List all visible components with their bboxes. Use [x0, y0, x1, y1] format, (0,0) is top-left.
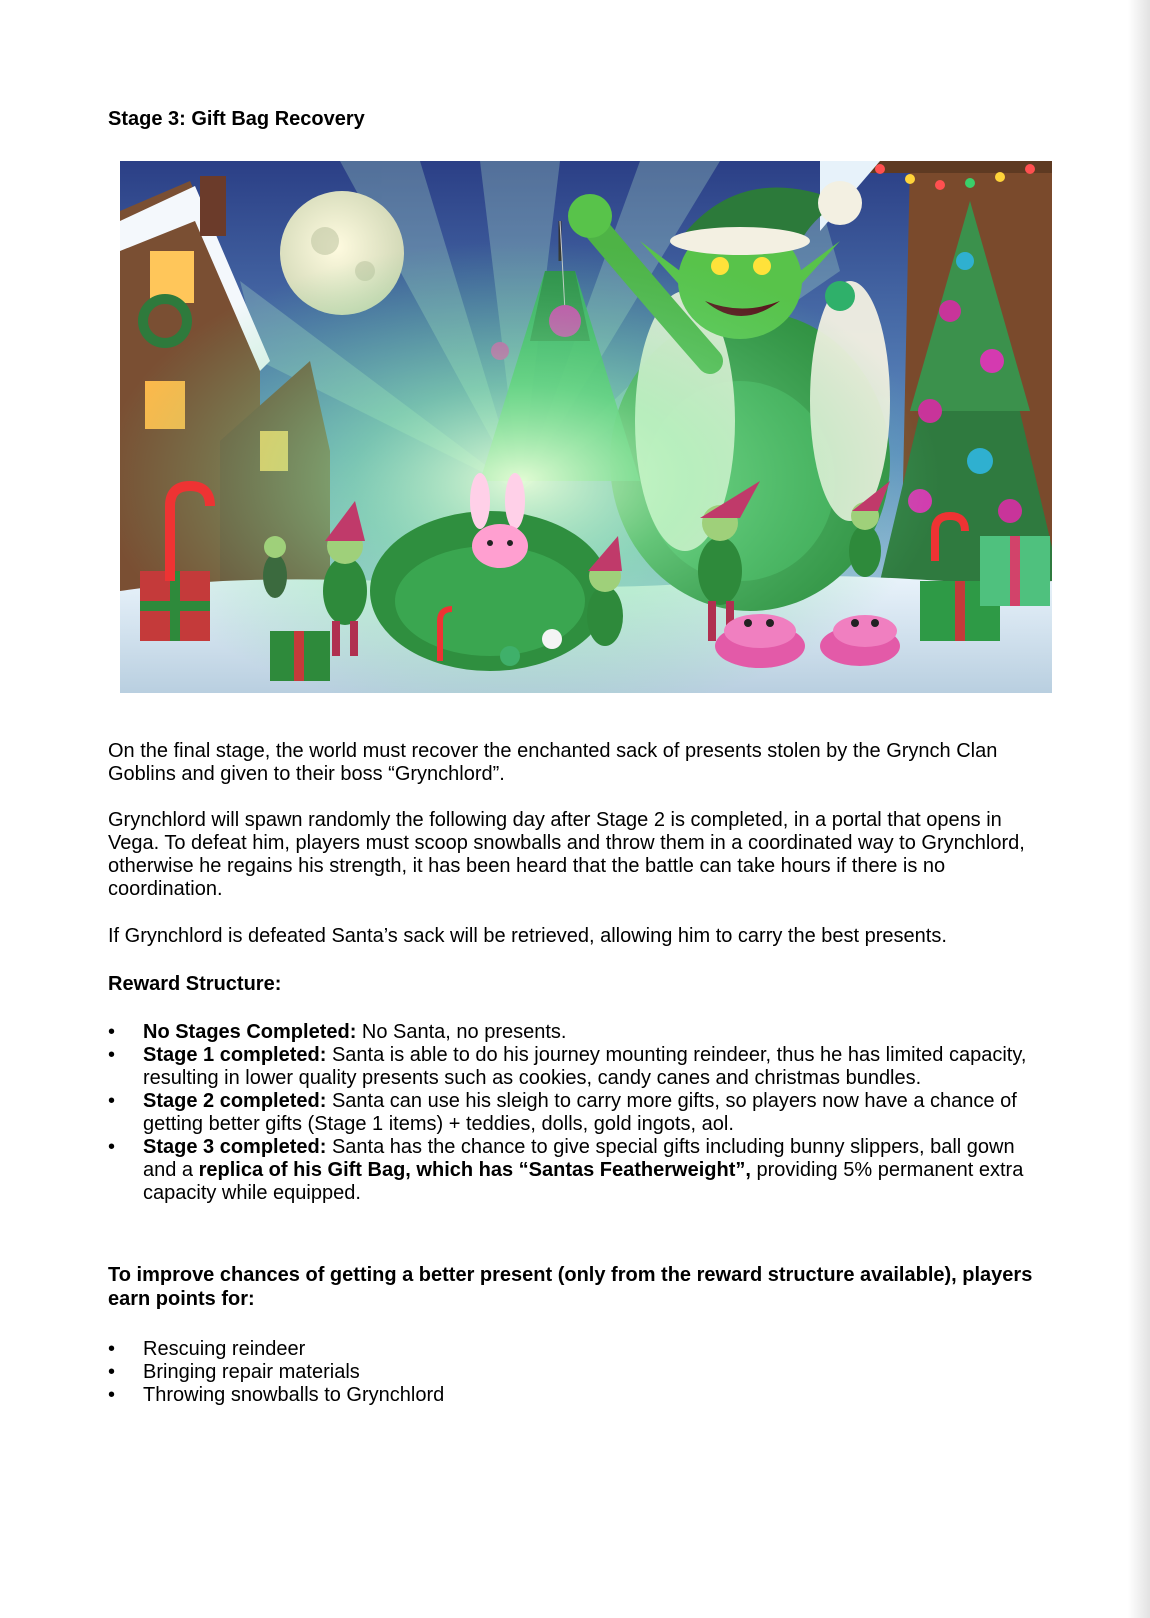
list-item-text: Rescuing reindeer [143, 1338, 306, 1360]
list-item [108, 1384, 1038, 1407]
list-item-label: Stage 3 completed: [143, 1136, 327, 1158]
spawn-paragraph: Grynchlord will spawn randomly the following day after Stage 2 is completed, in a portal that opens in Vega. To defeat him, players must scoop snowballs and throw them in a coordinated way to Grynchlord, otherwise he regains his strength, it has been heard that the battle can take hours if there is no coordination. [108, 809, 1025, 900]
bullet-icon: • [108, 1021, 116, 1043]
list-item-text: Santa can use his sleigh to carry more gifts, so players now have a chance of getting better gifts (Stage 1 items) + teddies, dolls, gold ingots, aol. [143, 1090, 1017, 1135]
list-item [108, 1021, 1038, 1044]
list-item [108, 1090, 1038, 1136]
list-item-emphasis: replica of his Gift Bag, which has “Santas Featherweight”, [198, 1159, 751, 1181]
list-item [108, 1044, 1038, 1090]
list-item [108, 1136, 1038, 1205]
bullet-icon: • [108, 1361, 116, 1383]
reward-list [108, 1021, 1038, 1205]
list-item-label: Stage 1 completed: [143, 1044, 327, 1066]
list-item-text: Santa has the chance to give special gifts including bunny slippers, ball gown and a [143, 1136, 1015, 1181]
list-item-text: No Santa, no presents. [356, 1021, 567, 1043]
list-item-text: Santa is able to do his journey mounting reindeer, thus he has limited capacity, resulting in lower quality presents such as cookies, candy canes and christmas bundles. [143, 1044, 1027, 1089]
outcome-paragraph: If Grynchlord is defeated Santa’s sack will be retrieved, allowing him to carry the best presents. [108, 925, 947, 947]
section-heading: Stage 3: Gift Bag Recovery [108, 108, 365, 130]
bullet-icon: • [108, 1338, 116, 1360]
goblin-christmas-illustration [120, 161, 1052, 693]
points-list [108, 1338, 1038, 1407]
bullet-icon: • [108, 1384, 116, 1406]
list-item-label: No Stages Completed: [143, 1021, 357, 1043]
list-item [108, 1338, 1038, 1361]
bullet-icon: • [108, 1136, 116, 1158]
intro-paragraph: On the final stage, the world must recover the enchanted sack of presents stolen by the Grynch Clan Goblins and given to their boss “Grynchlord”. [108, 740, 998, 785]
list-item [108, 1361, 1038, 1384]
page-edge-shadow [1128, 0, 1150, 1618]
list-item-text: Throwing snowballs to Grynchlord [143, 1384, 445, 1406]
bullet-icon: • [108, 1090, 116, 1112]
list-item-label: Stage 2 completed: [143, 1090, 327, 1112]
list-item-text: Bringing repair materials [143, 1361, 360, 1383]
reward-structure-heading: Reward Structure: [108, 973, 282, 995]
list-item-tail: providing 5% permanent extra capacity while equipped. [143, 1159, 1024, 1204]
points-heading: To improve chances of getting a better present (only from the reward structure available), players earn points for: [108, 1264, 1033, 1310]
bullet-icon: • [108, 1044, 116, 1066]
